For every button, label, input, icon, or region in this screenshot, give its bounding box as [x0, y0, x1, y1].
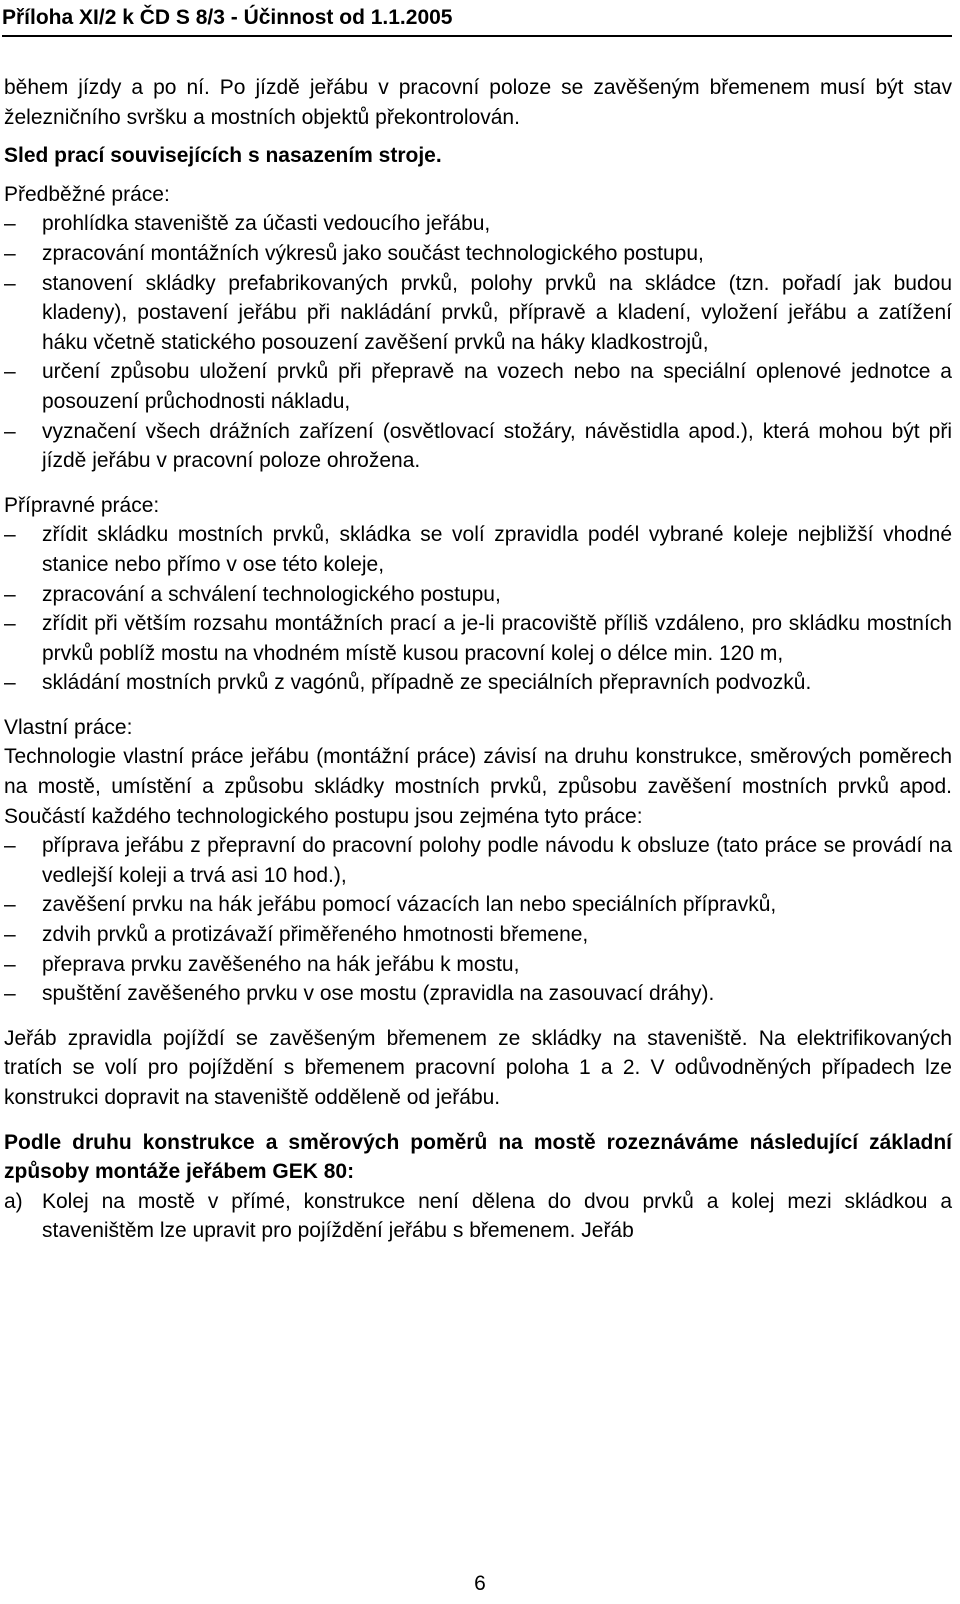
crane-note-paragraph: Jeřáb zpravidla pojíždí se zavěšeným břemenem ze skládky na staveniště. Na elektrifikovaných tratích se volí pro pojíždění s břemenem pracovní poloha 1 a 2. V odůvodněných případech lze konstrukci dopravit na staveniště odděleně od jeřábu. — [4, 1026, 952, 1109]
list-item — [4, 269, 952, 358]
actual-work-paragraph: Technologie vlastní práce jeřábu (montážní práce) závisí na druhu konstrukce, směrových poměrech na mostě, umístění a způsobu skládky mostních prvků, způsobu zavěšení mostních prvků apod. Součástí každého technologického postupu jsou zejména tyto práce: — [4, 745, 952, 828]
alpha-marker: a) — [4, 1189, 23, 1213]
list-item — [4, 831, 952, 890]
dash-marker: – — [4, 419, 16, 443]
dash-marker: – — [4, 982, 16, 1006]
list-item — [4, 357, 952, 416]
page-number: 6 — [474, 1572, 486, 1595]
list-item — [4, 209, 952, 239]
list-item-text: zdvih prvků a protizávaží přiměřeného hmotnosti břemene, — [42, 923, 589, 947]
preliminary-list — [4, 209, 952, 475]
list-item — [4, 668, 952, 698]
list-item-text: spuštění zavěšeného prvku v ose mostu (zpravidla na zasouvací dráhy). — [42, 982, 715, 1006]
dash-marker: – — [4, 523, 16, 547]
methods-heading: Podle druhu konstrukce a směrových poměrů na mostě rozeznáváme následující základní způsoby montáže jeřábem GEK 80: — [4, 1130, 952, 1184]
list-item-text: Kolej na mostě v přímé, konstrukce není dělena do dvou prvků a kolej mezi skládkou a staveništěm lze upravit pro pojíždění jeřábu s břemenem. Jeřáb — [42, 1189, 952, 1243]
list-item — [4, 417, 952, 476]
dash-marker: – — [4, 271, 16, 295]
dash-marker: – — [4, 212, 16, 236]
preparatory-title: Přípravné práce: — [4, 493, 160, 517]
list-item — [4, 890, 952, 920]
list-item — [4, 239, 952, 269]
methods-list — [4, 1187, 952, 1246]
dash-marker: – — [4, 582, 16, 606]
preliminary-title: Předběžné práce: — [4, 182, 170, 206]
dash-marker: – — [4, 241, 16, 265]
dash-marker: – — [4, 834, 16, 858]
actual-work-title: Vlastní práce: — [4, 715, 133, 739]
actual-work-list — [4, 831, 952, 1009]
list-item — [4, 950, 952, 980]
list-item-text: přeprava prvku zavěšeného na hák jeřábu k mostu, — [42, 952, 520, 976]
list-item-text: zpracování a schválení technologického postupu, — [42, 582, 501, 606]
list-item-text: zpracování montážních výkresů jako součást technologického postupu, — [42, 241, 704, 265]
sequence-heading: Sled prací souvisejících s nasazením stroje. — [4, 144, 442, 168]
dash-marker: – — [4, 360, 16, 384]
list-item — [4, 520, 952, 579]
page-content — [4, 73, 952, 1246]
list-item-text: zřídit skládku mostních prvků, skládka se volí zpravidla podél vybrané koleje nejbližší vhodné stanice nebo přímo v ose této koleje, — [42, 523, 952, 576]
list-item-text: zřídit při větším rozsahu montážních prací a je-li pracoviště příliš vzdáleno, pro skládku mostních prvků poblíž mostu na vhodném místě kusou pracovní kolej o délce min. 120 m, — [42, 612, 952, 665]
list-item — [4, 920, 952, 950]
list-item-text: vyznačení všech drážních zařízení (osvětlovací stožáry, návěstidla apod.), která mohou být při jízdě jeřábu v pracovní poloze ohrožena. — [42, 419, 952, 473]
list-item — [4, 979, 952, 1009]
list-item — [4, 1187, 952, 1246]
list-item-text: zavěšení prvku na hák jeřábu pomocí vázacích lan nebo speciálních přípravků, — [42, 893, 777, 917]
list-item — [4, 609, 952, 668]
dash-marker: – — [4, 923, 16, 947]
dash-marker: – — [4, 952, 16, 976]
list-item-text: stanovení skládky prefabrikovaných prvků, polohy prvků na skládce (tzn. pořadí jak budou kladeny), postavení jeřábu při nakládání prvků, přípravě a kladení, vyložení jeřábu a zatížení háku včetně statického posouzení zavěšení prvků na háky kladkostrojů, — [42, 271, 952, 354]
intro-paragraph: během jízdy a po ní. Po jízdě jeřábu v pracovní poloze se zavěšeným břemenem musí být stav železničního svršku a mostních objektů překontrolován. — [4, 76, 952, 129]
preparatory-list — [4, 520, 952, 698]
list-item-text: prohlídka staveniště za účasti vedoucího jeřábu, — [42, 212, 491, 236]
dash-marker: – — [4, 612, 16, 636]
page-header: Příloha XI/2 k ČD S 8/3 - Účinnost od 1.1.2005 — [2, 2, 952, 37]
list-item — [4, 580, 952, 610]
dash-marker: – — [4, 893, 16, 917]
dash-marker: – — [4, 671, 16, 695]
list-item-text: příprava jeřábu z přepravní do pracovní polohy podle návodu k obsluze (tato práce se provádí na vedlejší koleji a trvá asi 10 hod.), — [42, 834, 952, 887]
list-item-text: určení způsobu uložení prvků při přepravě na vozech nebo na speciální oplenové jednotce a posouzení průchodnosti nákladu, — [42, 360, 952, 413]
list-item-text: skládání mostních prvků z vagónů, případně ze speciálních přepravních podvozků. — [42, 671, 812, 695]
